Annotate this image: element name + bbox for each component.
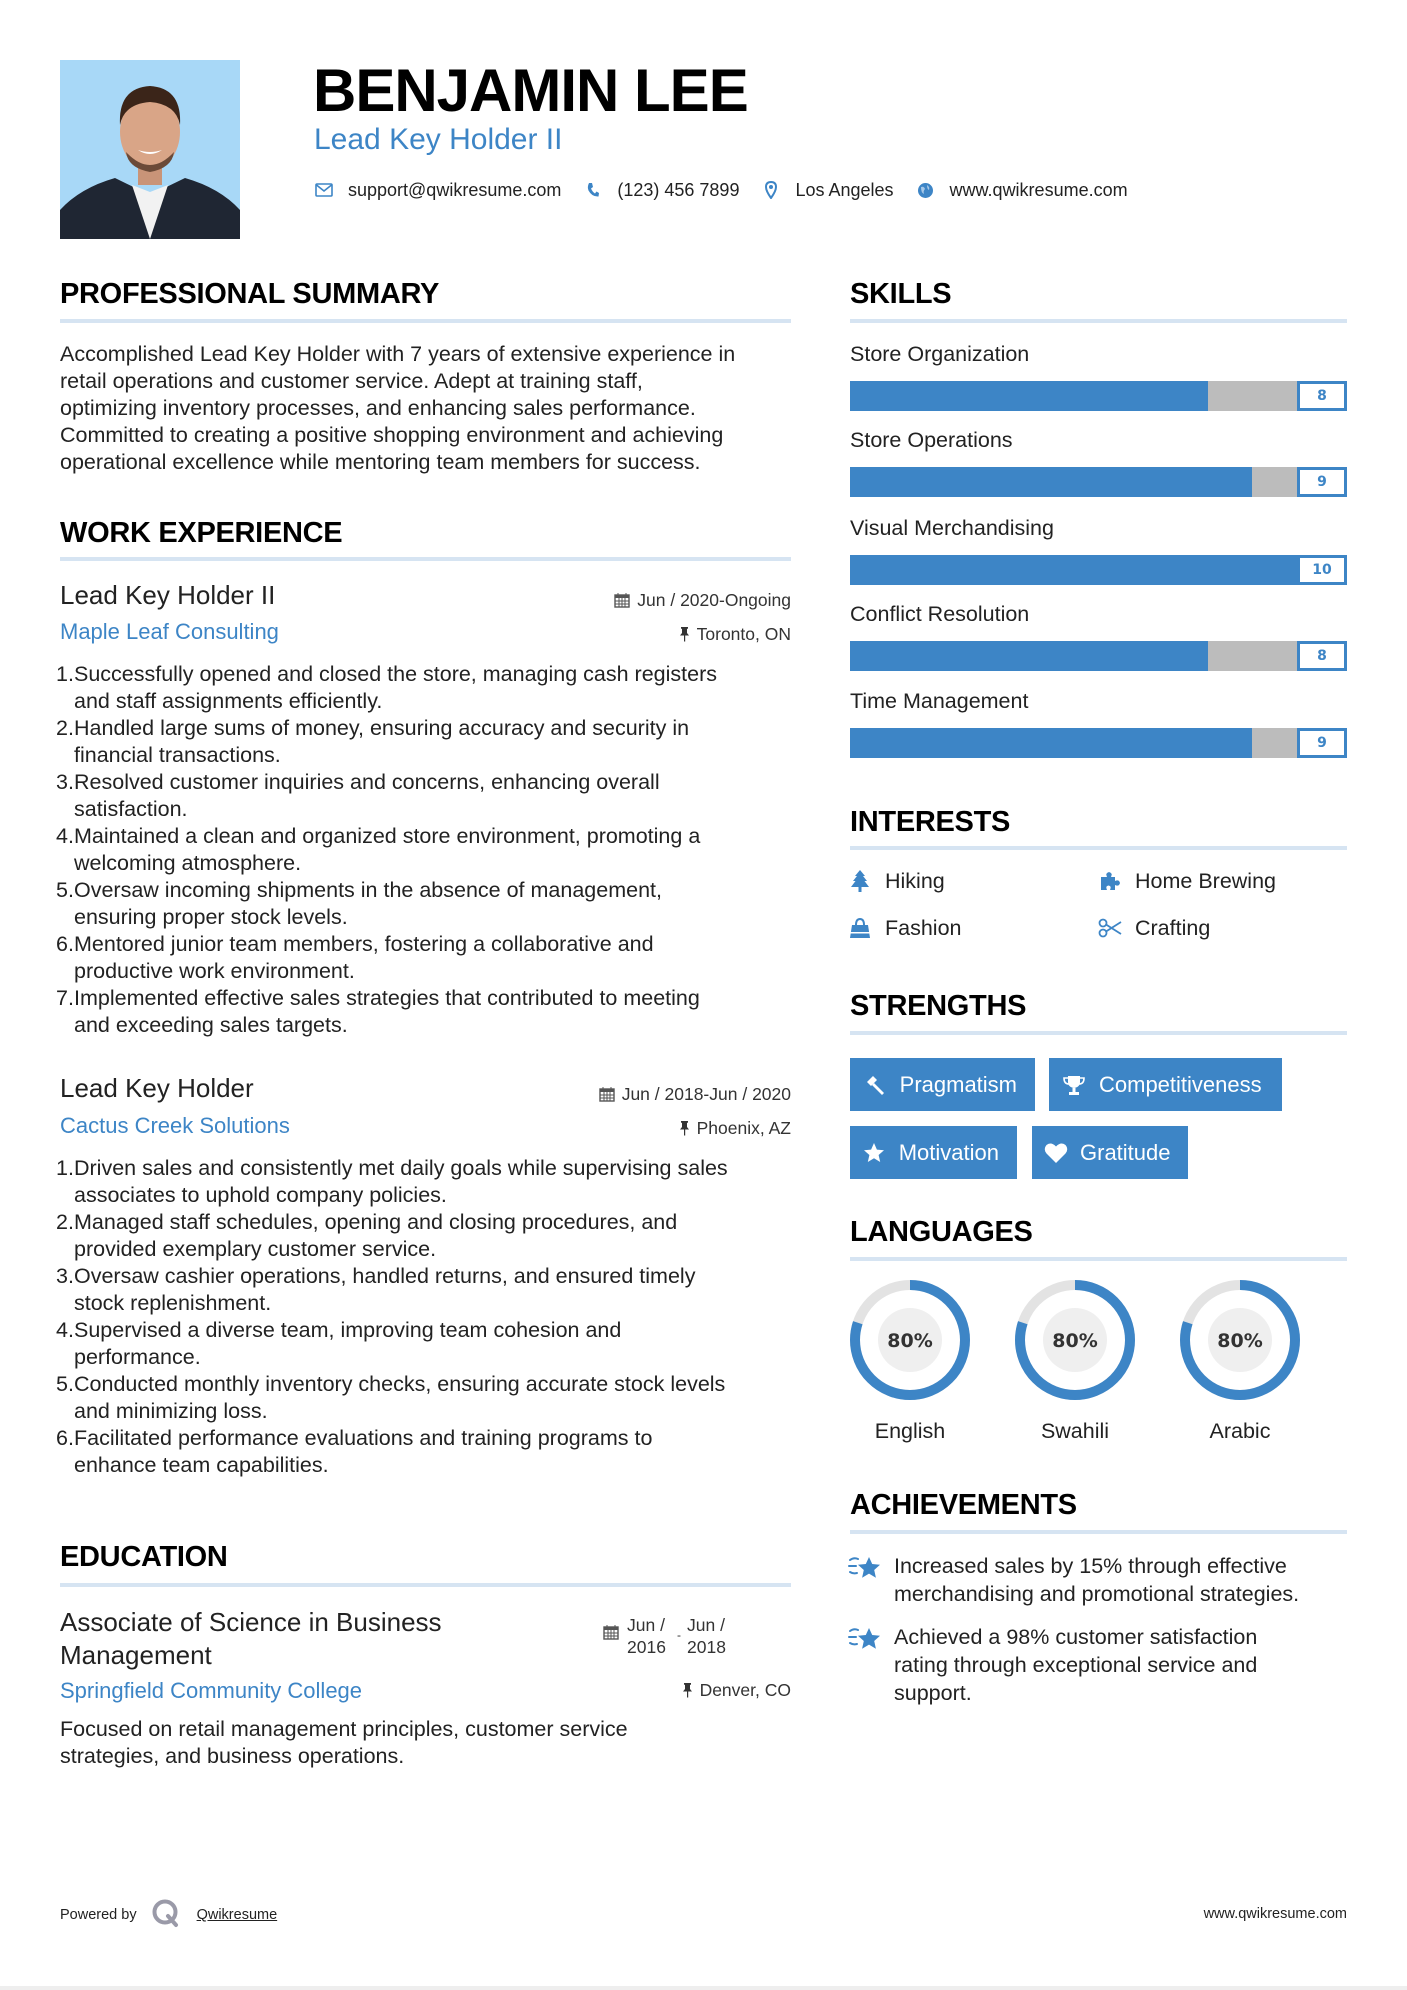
education-heading: EDUCATION bbox=[60, 1541, 228, 1573]
job-location-text: Toronto, ON bbox=[696, 624, 791, 644]
candidate-name: BENJAMIN LEE bbox=[313, 57, 748, 124]
summary-text bbox=[60, 341, 795, 476]
skill-value-badge: 9 bbox=[1297, 467, 1347, 497]
heart-icon bbox=[1044, 1140, 1068, 1166]
interests-heading: INTERESTS bbox=[850, 806, 1011, 838]
achievements-heading: ACHIEVEMENTS bbox=[850, 1489, 1077, 1521]
skill-label: Time Management bbox=[850, 689, 1029, 713]
puzzle-icon bbox=[1098, 869, 1122, 893]
degree-line: Management bbox=[60, 1640, 212, 1670]
summary-line: Committed to creating a positive shopping environment and achieving bbox=[60, 423, 724, 447]
skill-bar bbox=[850, 641, 1347, 671]
job-dates bbox=[614, 589, 791, 611]
qwikresume-logo-icon bbox=[151, 1898, 181, 1932]
job-company[interactable]: Cactus Creek Solutions bbox=[60, 1113, 290, 1138]
shopping-bag-icon bbox=[848, 916, 872, 940]
skill-bar-fill bbox=[850, 555, 1347, 585]
strength-pragmatism: Pragmatism bbox=[850, 1058, 1035, 1111]
strengths-divider bbox=[850, 1031, 1347, 1035]
job-dates-text: Jun / 2018-Jun / 2020 bbox=[621, 1084, 791, 1104]
list-item: 6. Facilitated performance evaluations and training programs to enhance team capabilities. bbox=[56, 1426, 653, 1477]
education-divider bbox=[60, 1583, 791, 1587]
contact-location: Los Angeles bbox=[795, 179, 894, 200]
strength-competitiveness: Competitiveness bbox=[1049, 1058, 1282, 1111]
language-name: English bbox=[874, 1419, 946, 1443]
map-pin-icon bbox=[761, 180, 781, 200]
profile-photo bbox=[60, 60, 240, 239]
skill-label: Store Operations bbox=[850, 428, 1013, 452]
skill-bar-fill bbox=[850, 728, 1252, 758]
achievement-item: Increased sales by 15% through effective merchandising and promotional strategies. bbox=[848, 1552, 1348, 1608]
pushpin-icon bbox=[679, 1120, 690, 1136]
star-award-icon bbox=[848, 1554, 882, 1608]
list-item: 6. Mentored junior team members, fostering a collaborative and productive work environment. bbox=[56, 932, 654, 983]
list-item: 3. Resolved customer inquiries and concerns, enhancing overall satisfaction. bbox=[56, 770, 660, 821]
job-dates bbox=[599, 1083, 791, 1105]
skill-bar bbox=[850, 728, 1347, 758]
candidate-title: Lead Key Holder II bbox=[314, 123, 563, 156]
strength-gratitude: Gratitude bbox=[1032, 1126, 1188, 1179]
tree-icon bbox=[848, 869, 872, 893]
interest-home-brewing: Home Brewing bbox=[1098, 867, 1276, 895]
calendar-icon bbox=[599, 1086, 615, 1102]
list-item: 1. Successfully opened and closed the store, managing cash registers and staff assignments efficiently. bbox=[56, 662, 717, 713]
language-name: Arabic bbox=[1209, 1419, 1271, 1443]
education-location bbox=[682, 1679, 791, 1701]
summary-divider bbox=[60, 319, 791, 323]
contact-phone[interactable]: (123) 456 7899 bbox=[617, 179, 740, 200]
degree-title bbox=[60, 1606, 442, 1672]
skill-bar-fill bbox=[850, 381, 1208, 411]
list-item: 7. Implemented effective sales strategies that contributed to meeting and exceeding sales targets. bbox=[56, 986, 700, 1037]
qwikresume-link[interactable]: Qwikresume bbox=[196, 1907, 278, 1923]
experience-divider bbox=[60, 557, 791, 561]
strengths-heading: STRENGTHS bbox=[850, 990, 1027, 1022]
language-percent: 80% bbox=[1052, 1330, 1098, 1352]
education-description: Focused on retail management principles, customer service strategies, and business operations. bbox=[60, 1717, 628, 1768]
skill-bar bbox=[850, 381, 1347, 411]
contact-email[interactable]: support@qwikresume.com bbox=[348, 179, 562, 200]
trophy-icon bbox=[1061, 1072, 1087, 1098]
skill-bar bbox=[850, 467, 1347, 497]
skills-divider bbox=[850, 319, 1347, 323]
date-separator: - bbox=[677, 1628, 681, 1642]
job-company[interactable]: Maple Leaf Consulting bbox=[60, 619, 279, 644]
scissors-icon bbox=[1098, 916, 1122, 940]
skill-label: Store Organization bbox=[850, 342, 1030, 366]
contact-website[interactable]: www.qwikresume.com bbox=[949, 179, 1128, 200]
summary-line: optimizing inventory processes, and enhancing sales performance. bbox=[60, 396, 696, 420]
star-award-icon bbox=[848, 1625, 882, 1707]
job-title: Lead Key Holder bbox=[60, 1073, 254, 1103]
skill-value-badge: 10 bbox=[1297, 555, 1347, 585]
language-item bbox=[1015, 1280, 1135, 1445]
language-item bbox=[850, 1280, 970, 1445]
list-item: 4. Maintained a clean and organized store environment, promoting a welcoming atmosphere. bbox=[56, 824, 701, 875]
list-item: 2. Handled large sums of money, ensuring accuracy and security in financial transactions. bbox=[56, 716, 690, 767]
list-item: 5. Conducted monthly inventory checks, ensuring accurate stock levels and minimizing loss. bbox=[56, 1372, 726, 1423]
achievement-item: Achieved a 98% customer satisfaction rating through exceptional service and support. bbox=[848, 1623, 1348, 1707]
contact-row bbox=[314, 178, 1150, 202]
summary-line: retail operations and customer service. Adept at training staff, bbox=[60, 369, 643, 393]
skill-bar bbox=[850, 555, 1347, 585]
pushpin-icon bbox=[682, 1682, 693, 1698]
skill-value-badge: 8 bbox=[1297, 641, 1347, 671]
calendar-icon bbox=[614, 592, 630, 608]
page-bottom-edge bbox=[0, 1986, 1407, 1990]
job-location bbox=[679, 623, 791, 645]
language-name: Swahili bbox=[1040, 1419, 1110, 1443]
education-location-text: Denver, CO bbox=[699, 1680, 791, 1700]
languages-divider bbox=[850, 1257, 1347, 1261]
gavel-icon bbox=[862, 1072, 888, 1098]
job-bullets bbox=[56, 661, 796, 1039]
experience-heading: WORK EXPERIENCE bbox=[60, 517, 343, 549]
education-dates bbox=[603, 1614, 727, 1658]
degree-line: Associate of Science in Business bbox=[60, 1607, 442, 1637]
person-photo-icon bbox=[60, 60, 240, 239]
skill-bar-fill bbox=[850, 641, 1208, 671]
star-icon bbox=[862, 1140, 887, 1166]
language-donut-chart bbox=[1180, 1280, 1300, 1400]
strength-motivation: Motivation bbox=[850, 1126, 1017, 1179]
list-item: 5. Oversaw incoming shipments in the absence of management, ensuring proper stock levels. bbox=[56, 878, 662, 929]
achievements-divider bbox=[850, 1530, 1347, 1534]
job-location bbox=[679, 1117, 791, 1139]
calendar-icon bbox=[603, 1624, 619, 1658]
skill-value-badge: 8 bbox=[1297, 381, 1347, 411]
list-item: 3. Oversaw cashier operations, handled returns, and ensured timely stock replenishment. bbox=[56, 1264, 696, 1315]
language-percent: 80% bbox=[1217, 1330, 1263, 1352]
footer-powered-by bbox=[60, 1898, 277, 1932]
skill-label: Visual Merchandising bbox=[850, 516, 1054, 540]
languages-heading: LANGUAGES bbox=[850, 1216, 1033, 1248]
powered-by-label: Powered by bbox=[60, 1907, 137, 1923]
interest-crafting: Crafting bbox=[1098, 914, 1210, 942]
globe-icon bbox=[916, 180, 936, 200]
pushpin-icon bbox=[679, 626, 690, 642]
education-end: Jun / 2018 bbox=[687, 1615, 726, 1657]
skill-value-badge: 9 bbox=[1297, 728, 1347, 758]
interests-divider bbox=[850, 846, 1347, 850]
job-bullets bbox=[56, 1155, 796, 1479]
job-dates-text: Jun / 2020-Ongoing bbox=[637, 590, 791, 610]
skill-bar-fill bbox=[850, 467, 1252, 497]
list-item: 4. Supervised a diverse team, improving team cohesion and performance. bbox=[56, 1318, 622, 1369]
education-start: Jun / 2016 bbox=[627, 1615, 666, 1657]
job-location-text: Phoenix, AZ bbox=[696, 1118, 791, 1138]
language-percent: 80% bbox=[887, 1330, 933, 1352]
footer-site[interactable]: www.qwikresume.com bbox=[1203, 1906, 1347, 1922]
interest-fashion: Fashion bbox=[848, 914, 962, 942]
school-name[interactable]: Springfield Community College bbox=[60, 1678, 363, 1703]
language-item bbox=[1180, 1280, 1300, 1445]
skills-heading: SKILLS bbox=[850, 278, 952, 310]
phone-icon bbox=[583, 180, 603, 200]
skill-label: Conflict Resolution bbox=[850, 602, 1030, 626]
list-item: 2. Managed staff schedules, opening and closing procedures, and provided exemplary customer service. bbox=[56, 1210, 678, 1261]
language-donut-chart bbox=[1015, 1280, 1135, 1400]
summary-line: Accomplished Lead Key Holder with 7 years of extensive experience in bbox=[60, 342, 736, 366]
envelope-icon bbox=[314, 180, 334, 200]
language-donut-chart bbox=[850, 1280, 970, 1400]
summary-line: operational excellence while mentoring team members for success. bbox=[60, 450, 701, 474]
interest-hiking: Hiking bbox=[848, 867, 945, 895]
job-title: Lead Key Holder II bbox=[60, 580, 276, 610]
summary-heading: PROFESSIONAL SUMMARY bbox=[60, 278, 440, 310]
list-item: 1. Driven sales and consistently met daily goals while supervising sales associates to uphold company policies. bbox=[56, 1156, 728, 1207]
